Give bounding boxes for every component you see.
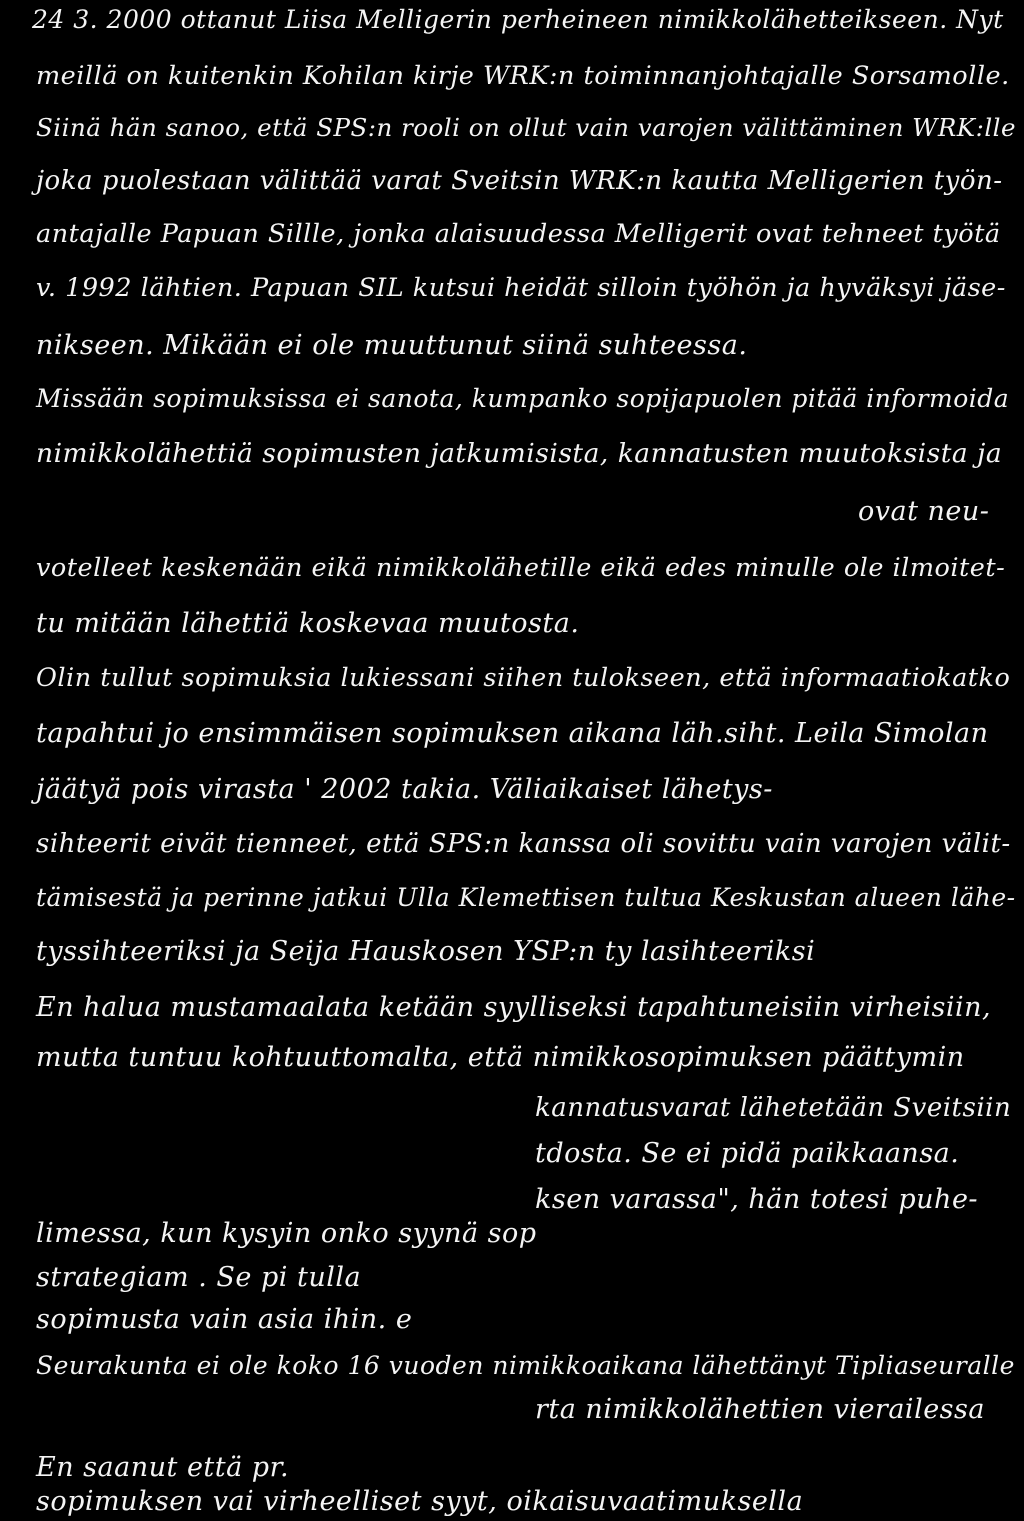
letter-line-3: Siinä hän sanoo, että SPS:n rooli on ollut vain varojen välittäminen WRK:lle bbox=[36, 113, 1017, 142]
letter-line-16: sihteerit eivät tienneet, että SPS:n kanssa oli sovittu vain varojen välit- bbox=[36, 829, 1011, 859]
letter-line-29: En saanut että pr. bbox=[36, 1452, 290, 1483]
letter-line-13: Olin tullut sopimuksia lukiessani siihen tulokseen, että informaatiokatko bbox=[36, 663, 1011, 693]
letter-line-11: votelleet keskenään eikä nimikkolähetille eikä edes minulle ole ilmoitet- bbox=[36, 553, 1006, 583]
letter-line-19: En halua mustamaalata ketään syylliseksi tapahtuneisiin virheisiin, bbox=[36, 992, 992, 1023]
letter-line-23: ksen varassa", hän totesi puhe- bbox=[535, 1184, 979, 1215]
letter-line-5: antajalle Papuan Sillle, jonka alaisuudessa Melligerit ovat tehneet työtä bbox=[36, 219, 1001, 249]
letter-line-14: tapahtui jo ensimmäisen sopimuksen aikana läh.siht. Leila Simolan bbox=[36, 718, 989, 749]
letter-line-6: v. 1992 lähtien. Papuan SIL kutsui heidät silloin työhön ja hyväksyi jäse- bbox=[36, 273, 1006, 303]
letter-line-1: 24 3. 2000 ottanut Liisa Melligerin perheineen nimikkolähetteikseen. Nyt bbox=[32, 5, 1004, 34]
letter-line-8: Missään sopimuksissa ei sanota, kumpanko sopijapuolen pitää informoida bbox=[36, 384, 1010, 413]
letter-line-25: strategiam . Se pi tulla bbox=[36, 1262, 362, 1293]
letter-line-10: ovat neu- bbox=[858, 496, 990, 527]
letter-line-18: tyssihteeriksi ja Seija Hauskosen YSP:n ty lasihteeriksi bbox=[36, 936, 816, 967]
letter-line-15: jäätyä pois virasta ' 2002 takia. Väliaikaiset lähetys- bbox=[36, 774, 773, 805]
letter-line-7: nikseen. Mikään ei ole muuttunut siinä suhteessa. bbox=[36, 330, 748, 361]
letter-line-4: joka puolestaan välittää varat Sveitsin WRK:n kautta Melligerien työn- bbox=[36, 166, 1003, 196]
letter-line-24: limessa, kun kysyin onko syynä sop bbox=[36, 1218, 537, 1249]
letter-line-27: Seurakunta ei ole koko 16 vuoden nimikkoaikana lähettänyt Tipliaseuralle bbox=[36, 1351, 1015, 1380]
letter-line-26: sopimusta vain asia ihin. e bbox=[36, 1304, 413, 1335]
letter-line-20: mutta tuntuu kohtuuttomalta, että nimikkosopimuksen päättymin bbox=[36, 1042, 965, 1073]
letter-line-22: tdosta. Se ei pidä paikkaansa. bbox=[535, 1138, 960, 1169]
letter-line-21: kannatusvarat lähetetään Sveitsiin bbox=[535, 1093, 1012, 1123]
letter-line-12: tu mitään lähettiä koskevaa muutosta. bbox=[36, 608, 580, 639]
letter-line-9: nimikkolähettiä sopimusten jatkumisista, kannatusten muutoksista ja bbox=[36, 438, 1003, 469]
letter-line-28: rta nimikkolähettien vierailessa bbox=[535, 1394, 985, 1425]
letter-line-2: meillä on kuitenkin Kohilan kirje WRK:n toiminnanjohtajalle Sorsamolle. bbox=[36, 61, 1010, 91]
letter-line-30: sopimuksen vai virheelliset syyt, oikaisuvaatimuksella bbox=[36, 1486, 804, 1517]
letter-line-17: tämisestä ja perinne jatkui Ulla Klemettisen tultua Keskustan alueen lähe- bbox=[36, 883, 1016, 912]
